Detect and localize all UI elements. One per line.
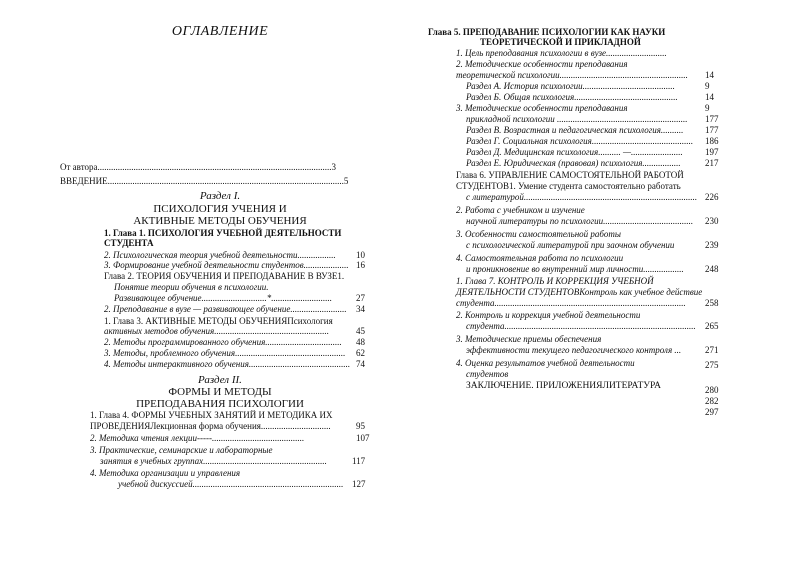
toc-ch2-line3[interactable]: Развивающее обучение.............................*...........................: [114, 293, 333, 303]
toc-ch4-line1[interactable]: 1. Глава 4. ФОРМЫ УЧЕБНЫХ ЗАНЯТИЙ И МЕТОДИКА ИХ: [90, 410, 333, 420]
toc-ch5-item1[interactable]: 1. Цель преподавания психологии в вузе...........................: [456, 48, 667, 58]
toc-ch2-page: 27: [356, 293, 365, 303]
toc-ch7-item4-page: 275: [705, 360, 719, 370]
toc-ch3-item4-page: 74: [356, 359, 365, 369]
toc-ch5-sec-b-page: 14: [705, 92, 714, 102]
toc-ch5-item3-line1[interactable]: 3. Методические особенности преподавания: [456, 103, 628, 113]
toc-ch4-line2[interactable]: ПРОВЕДЕНИЯЛекционная форма обучения...............................: [90, 421, 331, 431]
right-page: [420, 0, 750, 565]
section-1-title-line2: АКТИВНЫЕ МЕТОДЫ ОБУЧЕНИЯ: [133, 215, 307, 227]
toc-ch2-line2[interactable]: Понятие теории обучения в психологии.: [114, 282, 269, 292]
toc-ch6-item3-line1[interactable]: 3. Особенности самостоятельной работы: [456, 229, 621, 239]
toc-ch5-sec-d[interactable]: Раздел Д. Медицинская психология.......... —.......................: [466, 147, 683, 157]
toc-ch3-item3-page: 62: [356, 348, 365, 358]
toc-closing[interactable]: ЗАКЛЮЧЕНИЕ. ПРИЛОЖЕНИЯЛИТЕРАТУРА: [466, 381, 661, 391]
toc-ch7-item2-line1[interactable]: 2. Контроль и коррекция учебной деятельности: [456, 310, 641, 320]
toc-ch4-item3-page: 117: [352, 456, 366, 466]
toc-ch1-item3[interactable]: 3. Формирование учебной деятельности студентов....................: [104, 260, 349, 270]
toc-ch5-line1[interactable]: Глава 5. ПРЕПОДАВАНИЕ ПСИХОЛОГИИ КАК НАУКИ: [428, 27, 666, 37]
toc-title: ОГЛАВЛЕНИЕ: [171, 24, 269, 39]
toc-ch7-item3-page: 271: [705, 345, 719, 355]
toc-ch3-item2-page: 48: [356, 337, 365, 347]
toc-ch5-line2[interactable]: ТЕОРЕТИЧЕСКОЙ И ПРИКЛАДНОЙ: [480, 37, 641, 47]
toc-ch5-item3-line2[interactable]: прикладной психологии ..........................................................: [466, 114, 688, 124]
toc-ch5-item3-page: 177: [705, 114, 719, 124]
toc-ch1-item2[interactable]: 2. Психологическая теория учебной деятельности.................: [104, 250, 336, 260]
toc-ch5-sec-g-page: 186: [705, 136, 719, 146]
toc-ch5-item2-line1[interactable]: 2. Методические особенности преподавания: [456, 59, 628, 69]
toc-ch7-item4-line1[interactable]: 4. Оценка результатов учебной деятельности: [456, 358, 635, 368]
toc-ch7-item3-line1[interactable]: 3. Методические приемы обеспечения: [456, 334, 602, 344]
toc-ch4-item3-line2[interactable]: занятия в учебных группах.......................................................: [100, 456, 327, 466]
section-2-label: Раздел II.: [198, 374, 242, 386]
toc-ch6-item4-line1[interactable]: 4. Самостоятельная работа по психологии: [456, 253, 624, 263]
toc-ch7-line1[interactable]: 1. Глава 7. КОНТРОЛЬ И КОРРЕКЦИЯ УЧЕБНОЙ: [456, 276, 654, 286]
section-1-title-line1: ПСИХОЛОГИЯ УЧЕНИЯ И: [153, 203, 287, 215]
toc-ch7-line3[interactable]: студента.....................................................................................: [456, 298, 686, 308]
toc-ch5-sec-b[interactable]: Раздел Б. Общая психология..............................................: [466, 92, 678, 102]
toc-ch2-item2[interactable]: 2. Преподавание в вузе — развивающее обучение.........................: [104, 304, 347, 314]
toc-closing-page-1: 280: [705, 385, 719, 395]
toc-front-intro[interactable]: ВВЕДЕНИЕ.........................................................................................................5: [60, 176, 349, 186]
toc-ch1-item3-page: 16: [356, 260, 365, 270]
toc-ch6-item3-page: 239: [705, 240, 719, 250]
toc-ch4-item2[interactable]: 2. Методика чтения лекции-----.........................................: [90, 433, 305, 443]
toc-ch6-item3-line2[interactable]: с психологической литературой при заочном обучении: [466, 240, 675, 250]
toc-ch2-item2-page: 34: [356, 304, 365, 314]
toc-ch6-page: 226: [705, 192, 719, 202]
toc-ch7-item3-line2[interactable]: эффективности текущего педагогического контроля ...: [466, 345, 682, 355]
toc-ch5-sec-e[interactable]: Раздел Е. Юридическая (правовая) психология.................: [466, 158, 681, 168]
toc-ch4-item4-page: 127: [352, 479, 366, 489]
toc-ch5-sec-d-page: 197: [705, 147, 719, 157]
section-1-label: Раздел I.: [199, 190, 241, 202]
section-2-title-line2: ПРЕПОДАВАНИЯ ПСИХОЛОГИИ: [136, 398, 304, 410]
toc-closing-page-2: 282: [705, 396, 719, 406]
toc-ch6-line2[interactable]: СТУДЕНТОВ1. Умение студента самостоятельно работать: [456, 181, 681, 191]
toc-ch6-line3[interactable]: с литературой.............................................................................: [466, 192, 698, 202]
toc-ch5-sec-v[interactable]: Раздел В. Возрастная и педагогическая психология..........: [466, 125, 684, 135]
toc-ch6-item2-line2[interactable]: научной литературы по психологии........................................: [466, 216, 694, 226]
toc-ch1-line1[interactable]: 1. Глава 1. ПСИХОЛОГИЯ УЧЕБНОЙ ДЕЯТЕЛЬНОСТИ: [104, 228, 342, 238]
toc-ch7-page: 258: [705, 298, 719, 308]
toc-ch3-page: 45: [356, 326, 365, 336]
toc-ch5-sec-a-page: 9: [705, 81, 710, 91]
toc-ch1-line2[interactable]: СТУДЕНТА: [104, 238, 154, 248]
toc-ch6-item4-page: 248: [705, 264, 719, 274]
section-2-title-line1: ФОРМЫ И МЕТОДЫ: [168, 386, 272, 398]
toc-ch4-item3-line1[interactable]: 3. Практические, семинарские и лабораторные: [90, 445, 273, 455]
toc-closing-page-3: 297: [705, 407, 719, 417]
toc-ch7-item4-line2[interactable]: студентов: [466, 369, 509, 379]
toc-ch3-line1[interactable]: 1. Глава 3. АКТИВНЫЕ МЕТОДЫ ОБУЧЕНИЯПсихология: [104, 316, 333, 326]
toc-ch5-sec-g[interactable]: Раздел Г. Социальная психология.............................................: [466, 136, 694, 146]
toc-ch7-line2[interactable]: ДЕЯТЕЛЬНОСТИ СТУДЕНТОВКонтроль как учебное действие: [456, 287, 703, 297]
toc-ch5-sec-a[interactable]: Раздел А. История психологии.........................................: [466, 81, 675, 91]
toc-ch4-page: 95: [356, 421, 365, 431]
left-page: [60, 0, 380, 565]
toc-ch4-item4-line2[interactable]: учебной дискуссией...................................................................: [118, 479, 344, 489]
toc-ch3-item4[interactable]: 4. Методы интерактивного обучения.............................................: [104, 359, 351, 369]
toc-ch4-item2-page: 107: [356, 433, 370, 443]
toc-ch3-item3[interactable]: 3. Методы, проблемного обучения.................................................: [104, 348, 346, 358]
toc-ch5-sec-e-page: 217: [705, 158, 719, 168]
toc-ch2-line1[interactable]: Глава 2. ТЕОРИЯ ОБУЧЕНИЯ И ПРЕПОДАВАНИЕ В ВУЗЕ1.: [104, 271, 345, 281]
toc-ch3-line2[interactable]: активных методов обучения...................................................: [104, 326, 329, 336]
toc-ch6-item2-page: 230: [705, 216, 719, 226]
toc-ch4-item4-line1[interactable]: 4. Методика организации и управления: [90, 468, 241, 478]
toc-ch1-item2-page: 10: [356, 250, 365, 260]
toc-ch5-item2-line2[interactable]: теоретической психологии.........................................................: [456, 70, 688, 80]
toc-ch6-item4-line2[interactable]: и проникновение во внутренний мир личности..................: [466, 264, 684, 274]
toc-front-author[interactable]: От автора........................................................................................................3: [60, 162, 337, 172]
toc-ch7-item2-line2[interactable]: студента.....................................................................................: [466, 321, 696, 331]
toc-ch6-item2-line1[interactable]: 2. Работа с учебником и изучение: [456, 205, 585, 215]
toc-ch5-sec-v-page: 177: [705, 125, 719, 135]
toc-ch6-line1[interactable]: Глава 6. УПРАВЛЕНИЕ САМОСТОЯТЕЛЬНОЙ РАБОТОЙ: [456, 170, 684, 180]
toc-ch7-item2-page: 265: [705, 321, 719, 331]
toc-ch5-item3-page-a: 9: [705, 103, 710, 113]
toc-ch3-item2[interactable]: 2. Методы программированного обучения..................................: [104, 337, 342, 347]
toc-ch5-item2-page: 14: [705, 70, 714, 80]
